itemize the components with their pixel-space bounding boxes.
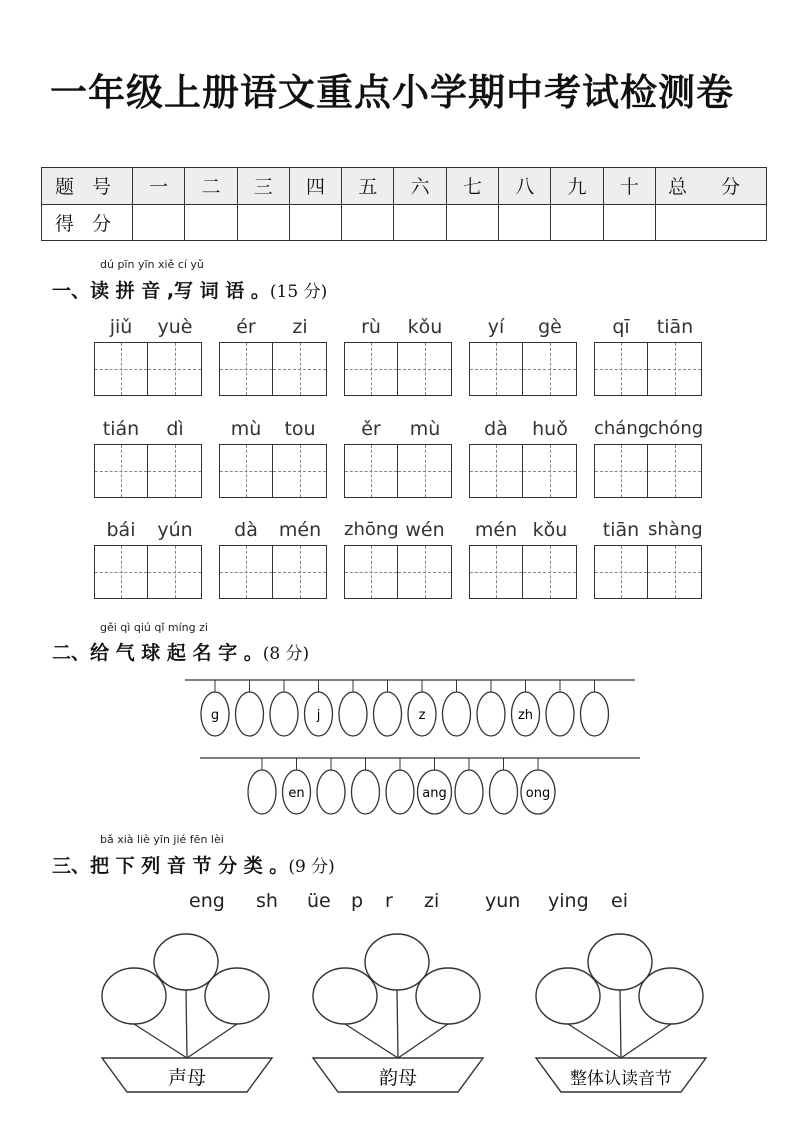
- pinyin-label: zi: [292, 316, 308, 338]
- balloon[interactable]: [374, 692, 402, 736]
- section1-title: [52, 276, 327, 303]
- basket-label: 声母: [167, 1067, 207, 1089]
- score-col-5: 五: [342, 168, 394, 205]
- basket-stem: [397, 990, 398, 1058]
- basket-stem: [134, 1024, 187, 1058]
- balloon-label: ang: [422, 786, 447, 801]
- score-col-8: 八: [499, 168, 551, 205]
- section1-points: (15 分): [269, 282, 328, 302]
- score-col-3: 三: [237, 168, 289, 205]
- pinyin-label: yí: [487, 316, 505, 338]
- score-cell-9[interactable]: [551, 204, 603, 241]
- score-col-7: 七: [446, 168, 498, 205]
- answer-circle[interactable]: [639, 968, 703, 1024]
- tianzige-cell[interactable]: [344, 342, 398, 396]
- basket-group: [313, 934, 483, 1092]
- pinyin-label: yuè: [157, 316, 193, 338]
- balloon[interactable]: [317, 770, 345, 814]
- tianzige-cell[interactable]: [523, 545, 577, 599]
- tianzige-cell[interactable]: [273, 342, 327, 396]
- section2-pinyin: gěi qì qiú qǐ míng zi: [100, 621, 208, 634]
- tianzige-cell[interactable]: [648, 342, 702, 396]
- tianzige-cell[interactable]: [594, 545, 648, 599]
- score-cell-7[interactable]: [446, 204, 498, 241]
- pinyin-label: jiǔ: [109, 316, 133, 338]
- balloon[interactable]: [477, 692, 505, 736]
- syllable-item: yun: [485, 890, 521, 912]
- score-col-1: 一: [133, 168, 185, 205]
- tianzige-cell[interactable]: [219, 444, 273, 498]
- tianzige-cell[interactable]: [398, 545, 452, 599]
- pinyin-label: tou: [284, 418, 316, 440]
- tianzige-cell[interactable]: [94, 545, 148, 599]
- tianzige-cell[interactable]: [398, 342, 452, 396]
- tianzige-box[interactable]: [219, 444, 327, 498]
- pinyin-label: kǒu: [532, 519, 568, 541]
- tianzige-cell[interactable]: [523, 342, 577, 396]
- answer-circle[interactable]: [154, 934, 218, 990]
- basket-stem: [398, 1024, 448, 1058]
- section3-points: (9 分): [288, 857, 335, 877]
- syllable-item: r: [385, 890, 393, 912]
- tianzige-cell[interactable]: [148, 342, 202, 396]
- section2-title: [52, 638, 309, 665]
- basket-stem: [568, 1024, 621, 1058]
- answer-circle[interactable]: [588, 934, 652, 990]
- pinyin-label: gè: [538, 316, 562, 338]
- pinyin-label: ěr: [361, 418, 381, 440]
- tianzige-box[interactable]: [594, 342, 702, 396]
- pinyin-label: dà: [484, 418, 508, 440]
- tianzige-box[interactable]: [344, 342, 452, 396]
- tianzige-cell[interactable]: [219, 342, 273, 396]
- pinyin-label: chóng: [648, 418, 704, 439]
- score-cell-5[interactable]: [342, 204, 394, 241]
- syllable-item: sh: [256, 890, 278, 912]
- score-header-label: 题号: [42, 168, 133, 205]
- balloon[interactable]: [546, 692, 574, 736]
- score-col-4: 四: [289, 168, 341, 205]
- tianzige-cell[interactable]: [523, 444, 577, 498]
- section1-pinyin: dú pīn yīn xiě cí yǔ: [100, 258, 204, 271]
- basket-group: [536, 934, 706, 1092]
- syllable-item: ei: [611, 890, 628, 912]
- basket-label: 整体认读音节: [570, 1069, 672, 1089]
- balloon-label: z: [418, 708, 426, 723]
- balloon-diagram: [0, 670, 792, 820]
- balloon[interactable]: [236, 692, 264, 736]
- score-cell-4[interactable]: [289, 204, 341, 241]
- tianzige-cell[interactable]: [594, 342, 648, 396]
- balloon[interactable]: [339, 692, 367, 736]
- pinyin-label: mén: [474, 519, 518, 541]
- pinyin-label: wén: [405, 519, 445, 541]
- tianzige-box[interactable]: [469, 545, 577, 599]
- pinyin-label: zhōng: [344, 519, 399, 540]
- syllable-item: p: [351, 890, 364, 912]
- pinyin-label: tiān: [656, 316, 694, 338]
- score-cell-8[interactable]: [499, 204, 551, 241]
- score-col-10: 十: [603, 168, 655, 205]
- tianzige-cell[interactable]: [344, 545, 398, 599]
- basket-label: 韵母: [378, 1067, 418, 1089]
- tianzige-box[interactable]: [94, 444, 202, 498]
- answer-circle[interactable]: [416, 968, 480, 1024]
- balloon-label: g: [210, 708, 220, 723]
- answer-circle[interactable]: [536, 968, 600, 1024]
- section2-title-text: 二、给 气 球 起 名 字 。: [52, 642, 263, 664]
- basket-stem: [621, 1024, 671, 1058]
- pinyin-label: mù: [230, 418, 262, 440]
- balloon-label: en: [288, 786, 305, 801]
- basket-stem: [187, 1024, 237, 1058]
- pinyin-label: tián: [102, 418, 140, 440]
- score-table: [41, 167, 767, 241]
- basket-diagram: [0, 930, 792, 1100]
- pinyin-label: kǒu: [407, 316, 443, 338]
- balloon[interactable]: [443, 692, 471, 736]
- balloon[interactable]: [248, 770, 276, 814]
- pinyin-label: mù: [409, 418, 441, 440]
- tianzige-cell[interactable]: [148, 444, 202, 498]
- tianzige-box[interactable]: [469, 444, 577, 498]
- tianzige-cell[interactable]: [273, 444, 327, 498]
- tianzige-cell[interactable]: [648, 444, 702, 498]
- score-cell-1[interactable]: [133, 204, 185, 241]
- tianzige-box[interactable]: [469, 342, 577, 396]
- tianzige-cell[interactable]: [594, 444, 648, 498]
- pinyin-label: ér: [236, 316, 256, 338]
- answer-circle[interactable]: [313, 968, 377, 1024]
- answer-circle[interactable]: [205, 968, 269, 1024]
- tianzige-cell[interactable]: [648, 545, 702, 599]
- score-total-cell[interactable]: [656, 204, 767, 241]
- pinyin-label: cháng: [594, 418, 650, 439]
- tianzige-cell[interactable]: [469, 545, 523, 599]
- balloon-label: ong: [525, 786, 551, 801]
- tianzige-box[interactable]: [94, 545, 202, 599]
- tianzige-cell[interactable]: [469, 342, 523, 396]
- pinyin-label: rù: [361, 316, 381, 338]
- score-cell-3[interactable]: [237, 204, 289, 241]
- score-cell-6[interactable]: [394, 204, 446, 241]
- section3-title: [52, 851, 335, 878]
- tianzige-cell[interactable]: [148, 545, 202, 599]
- score-cell-2[interactable]: [185, 204, 237, 241]
- answer-circle[interactable]: [365, 934, 429, 990]
- pinyin-label: yún: [157, 519, 193, 541]
- balloon-label: zh: [517, 708, 534, 723]
- page-title: 一年级上册语文重点小学期中考试检测卷: [50, 71, 734, 114]
- tianzige-box[interactable]: [219, 545, 327, 599]
- tianzige-cell[interactable]: [469, 444, 523, 498]
- tianzige-cell[interactable]: [398, 444, 452, 498]
- balloon[interactable]: [352, 770, 380, 814]
- syllable-item: üe: [307, 890, 331, 912]
- tianzige-box[interactable]: [594, 444, 702, 498]
- tianzige-cell[interactable]: [344, 444, 398, 498]
- basket-stem: [186, 990, 187, 1058]
- tianzige-box[interactable]: [94, 342, 202, 396]
- tianzige-cell[interactable]: [273, 545, 327, 599]
- pinyin-label: mén: [278, 519, 322, 541]
- score-col-2: 二: [185, 168, 237, 205]
- tianzige-box[interactable]: [344, 444, 452, 498]
- pinyin-label: dì: [166, 418, 184, 440]
- pinyin-label: qī: [612, 316, 630, 338]
- pinyin-label: tiān: [602, 519, 640, 541]
- score-cell-10[interactable]: [603, 204, 655, 241]
- pinyin-label: huǒ: [532, 418, 568, 440]
- score-col-6: 六: [394, 168, 446, 205]
- syllable-item: ying: [548, 890, 589, 912]
- pinyin-label: shàng: [648, 519, 703, 540]
- balloon[interactable]: [455, 770, 483, 814]
- balloon[interactable]: [490, 770, 518, 814]
- pinyin-label: dà: [234, 519, 258, 541]
- balloon-label: j: [316, 708, 321, 723]
- score-total-label: 总 分: [656, 168, 767, 205]
- tianzige-cell[interactable]: [94, 444, 148, 498]
- balloon[interactable]: [581, 692, 609, 736]
- score-row-label: 得分: [42, 204, 133, 241]
- syllable-item: eng: [189, 890, 225, 912]
- tianzige-cell[interactable]: [219, 545, 273, 599]
- tianzige-box[interactable]: [594, 545, 702, 599]
- section1-title-text: 一、读 拼 音 ,写 词 语 。: [52, 280, 270, 302]
- balloon[interactable]: [386, 770, 414, 814]
- section3-title-text: 三、把 下 列 音 节 分 类 。: [52, 855, 289, 877]
- syllable-item: zi: [424, 890, 440, 912]
- tianzige-box[interactable]: [219, 342, 327, 396]
- basket-stem: [620, 990, 621, 1058]
- score-col-9: 九: [551, 168, 603, 205]
- answer-circle[interactable]: [102, 968, 166, 1024]
- tianzige-cell[interactable]: [94, 342, 148, 396]
- section2-points: (8 分): [262, 644, 310, 664]
- section3-pinyin: bǎ xià liè yīn jié fēn lèi: [100, 833, 224, 846]
- balloon[interactable]: [270, 692, 298, 736]
- tianzige-box[interactable]: [344, 545, 452, 599]
- pinyin-label: bái: [106, 519, 136, 541]
- basket-group: [102, 934, 272, 1092]
- basket-stem: [345, 1024, 398, 1058]
